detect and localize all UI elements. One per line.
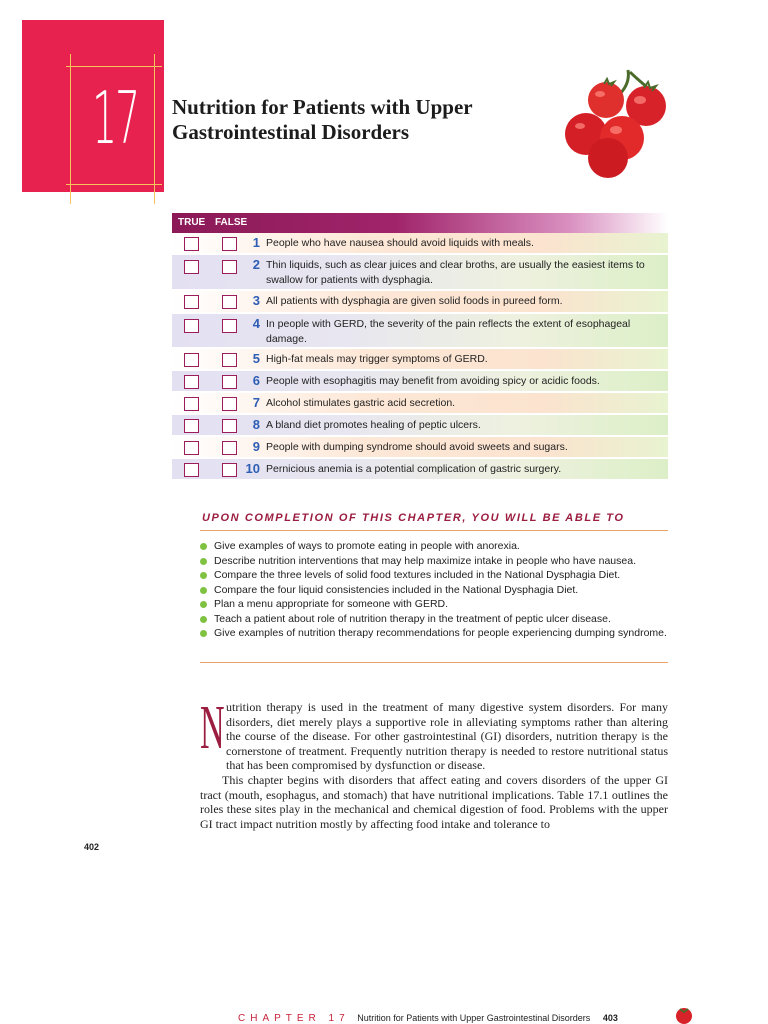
true-checkbox[interactable] [184,375,199,389]
list-item [200,568,668,583]
true-checkbox[interactable] [184,463,199,477]
quiz-row [172,415,668,437]
chapter-title [172,95,562,145]
frame-line [154,54,155,204]
question-number: 7 [252,395,260,410]
list-item [200,539,668,554]
quiz-row [172,291,668,314]
objective-text: Compare the three levels of solid food textures included in the National Dysphagia Diet. [214,569,621,581]
objective-text: Describe nutrition interventions that may help maximize intake in people who have nausea. [214,554,636,567]
bullet-icon [200,587,207,594]
question-number: 2 [252,257,260,272]
frame-line [66,66,162,67]
bullet-icon [200,601,207,608]
quiz-row [172,314,668,349]
question-number: 4 [252,316,260,331]
chapter-number-box [22,20,164,192]
true-checkbox[interactable] [184,353,199,367]
false-checkbox[interactable] [222,295,237,309]
objective-text: Teach a patient about role of nutrition therapy in the treatment of peptic ulcer disease. [214,612,611,625]
bullet-icon [200,616,207,623]
list-item [200,597,668,612]
question-number: 8 [252,417,260,432]
frame-line [66,184,162,185]
question-number: 1 [252,235,260,250]
false-checkbox[interactable] [222,441,237,455]
false-column-label: FALSE [215,217,248,228]
objective-text: Compare the four liquid consistencies included in the National Dysphagia Diet. [214,583,579,596]
list-item [200,554,668,569]
false-checkbox[interactable] [222,463,237,477]
question-text: Alcohol stimulates gastric acid secretion. [266,397,456,409]
objective-text: Plan a menu appropriate for someone with GERD. [214,598,449,610]
paragraph: This chapter begins with disorders that affect eating and covers disorders of the upper GI tract (mouth, esophagus, and stomach) that have nutritional implications. Table 17.1 outlines the roles these sites play in the mechanical and chemical digestion of food. Problems with the upper GI tract impact nutrition mostly by affecting food intake and tolerance to [200,772,668,831]
tomato-icon [672,1006,696,1024]
question-text: People who have nausea should avoid liquids with meals. [266,237,534,249]
true-checkbox[interactable] [184,295,199,309]
true-checkbox[interactable] [184,441,199,455]
false-checkbox[interactable] [222,397,237,411]
question-number: 6 [252,373,260,388]
question-text: People with esophagitis may benefit from avoiding spicy or acidic foods. [266,375,600,387]
false-checkbox[interactable] [222,319,237,333]
objective-text: Give examples of nutrition therapy recommendations for people experiencing dumping syndrome. [214,627,667,639]
quiz-header [172,213,668,233]
true-column-label: TRUE [178,217,206,228]
page-number-right: 403 [602,1013,618,1023]
true-checkbox[interactable] [184,260,199,274]
list-item [200,612,668,627]
true-checkbox[interactable] [184,419,199,433]
question-text: Pernicious anemia is a potential complication of gastric surgery. [266,463,562,475]
question-number: 5 [252,351,260,366]
true-checkbox[interactable] [184,319,199,333]
objective-text: Give examples of ways to promote eating in people with anorexia. [214,540,520,552]
divider [200,662,668,663]
false-checkbox[interactable] [222,237,237,251]
quiz-row [172,459,668,481]
bullet-icon [200,572,207,579]
question-number: 10 [245,461,260,476]
bullet-icon [200,630,207,637]
true-checkbox[interactable] [184,237,199,251]
false-checkbox[interactable] [222,419,237,433]
quiz-row [172,255,668,291]
list-item [200,583,668,598]
false-checkbox[interactable] [222,375,237,389]
tomatoes-image [560,62,675,182]
footer-title: Nutrition for Patients with Upper Gastrointestinal Disorders [357,1013,591,1023]
body-text [200,694,668,831]
quiz-row [172,233,668,255]
question-text: All patients with dysphagia are given solid foods in pureed form. [266,295,563,307]
chapter-title-line2: Gastrointestinal Disorders [172,120,410,144]
quiz-row [172,437,668,459]
quiz-row [172,371,668,393]
bullet-icon [200,543,207,550]
question-text: People with dumping syndrome should avoid sweets and sugars. [266,441,568,453]
frame-line [70,54,71,204]
chapter-number: 17 [92,76,138,160]
divider [200,530,668,531]
false-checkbox[interactable] [222,353,237,367]
quiz-row [172,349,668,371]
footer-chapter-label: CHAPTER 17 [238,1013,350,1024]
objectives-title: UPON COMPLETION OF THIS CHAPTER, YOU WILL BE ABLE TO [202,512,625,524]
running-footer [238,1013,618,1024]
bullet-icon [200,558,207,565]
list-item [200,626,668,641]
true-false-quiz [172,213,668,481]
true-checkbox[interactable] [184,397,199,411]
question-text: High-fat meals may trigger symptoms of GERD. [266,353,488,365]
paragraph: utrition therapy is used in the treatment of many digestive system disorders. For many disorders, diet merely plays a supportive role in alleviating symptoms rather than altering the course of the disease. For other gastrointestinal (GI) disorders, nutrition therapy is the cornerstone of treatment. Frequently nutrition therapy is needed to restore nutritional status that has been compromised by dysfunction or disease. [226,700,668,773]
question-text: Thin liquids, such as clear juices and clear broths, are usually the easiest items to swallow for patients with dysphagia. [266,259,645,286]
chapter-title-line1: Nutrition for Patients with Upper [172,95,473,119]
false-checkbox[interactable] [222,260,237,274]
question-number: 3 [252,293,260,308]
question-number: 9 [252,439,260,454]
drop-cap: N [200,694,225,762]
objectives-list [200,539,668,641]
question-text: A bland diet promotes healing of peptic ulcers. [266,419,481,431]
question-text: In people with GERD, the severity of the pain reflects the extent of esophageal damage. [266,318,631,345]
quiz-row [172,393,668,415]
page-number-left: 402 [84,842,100,852]
